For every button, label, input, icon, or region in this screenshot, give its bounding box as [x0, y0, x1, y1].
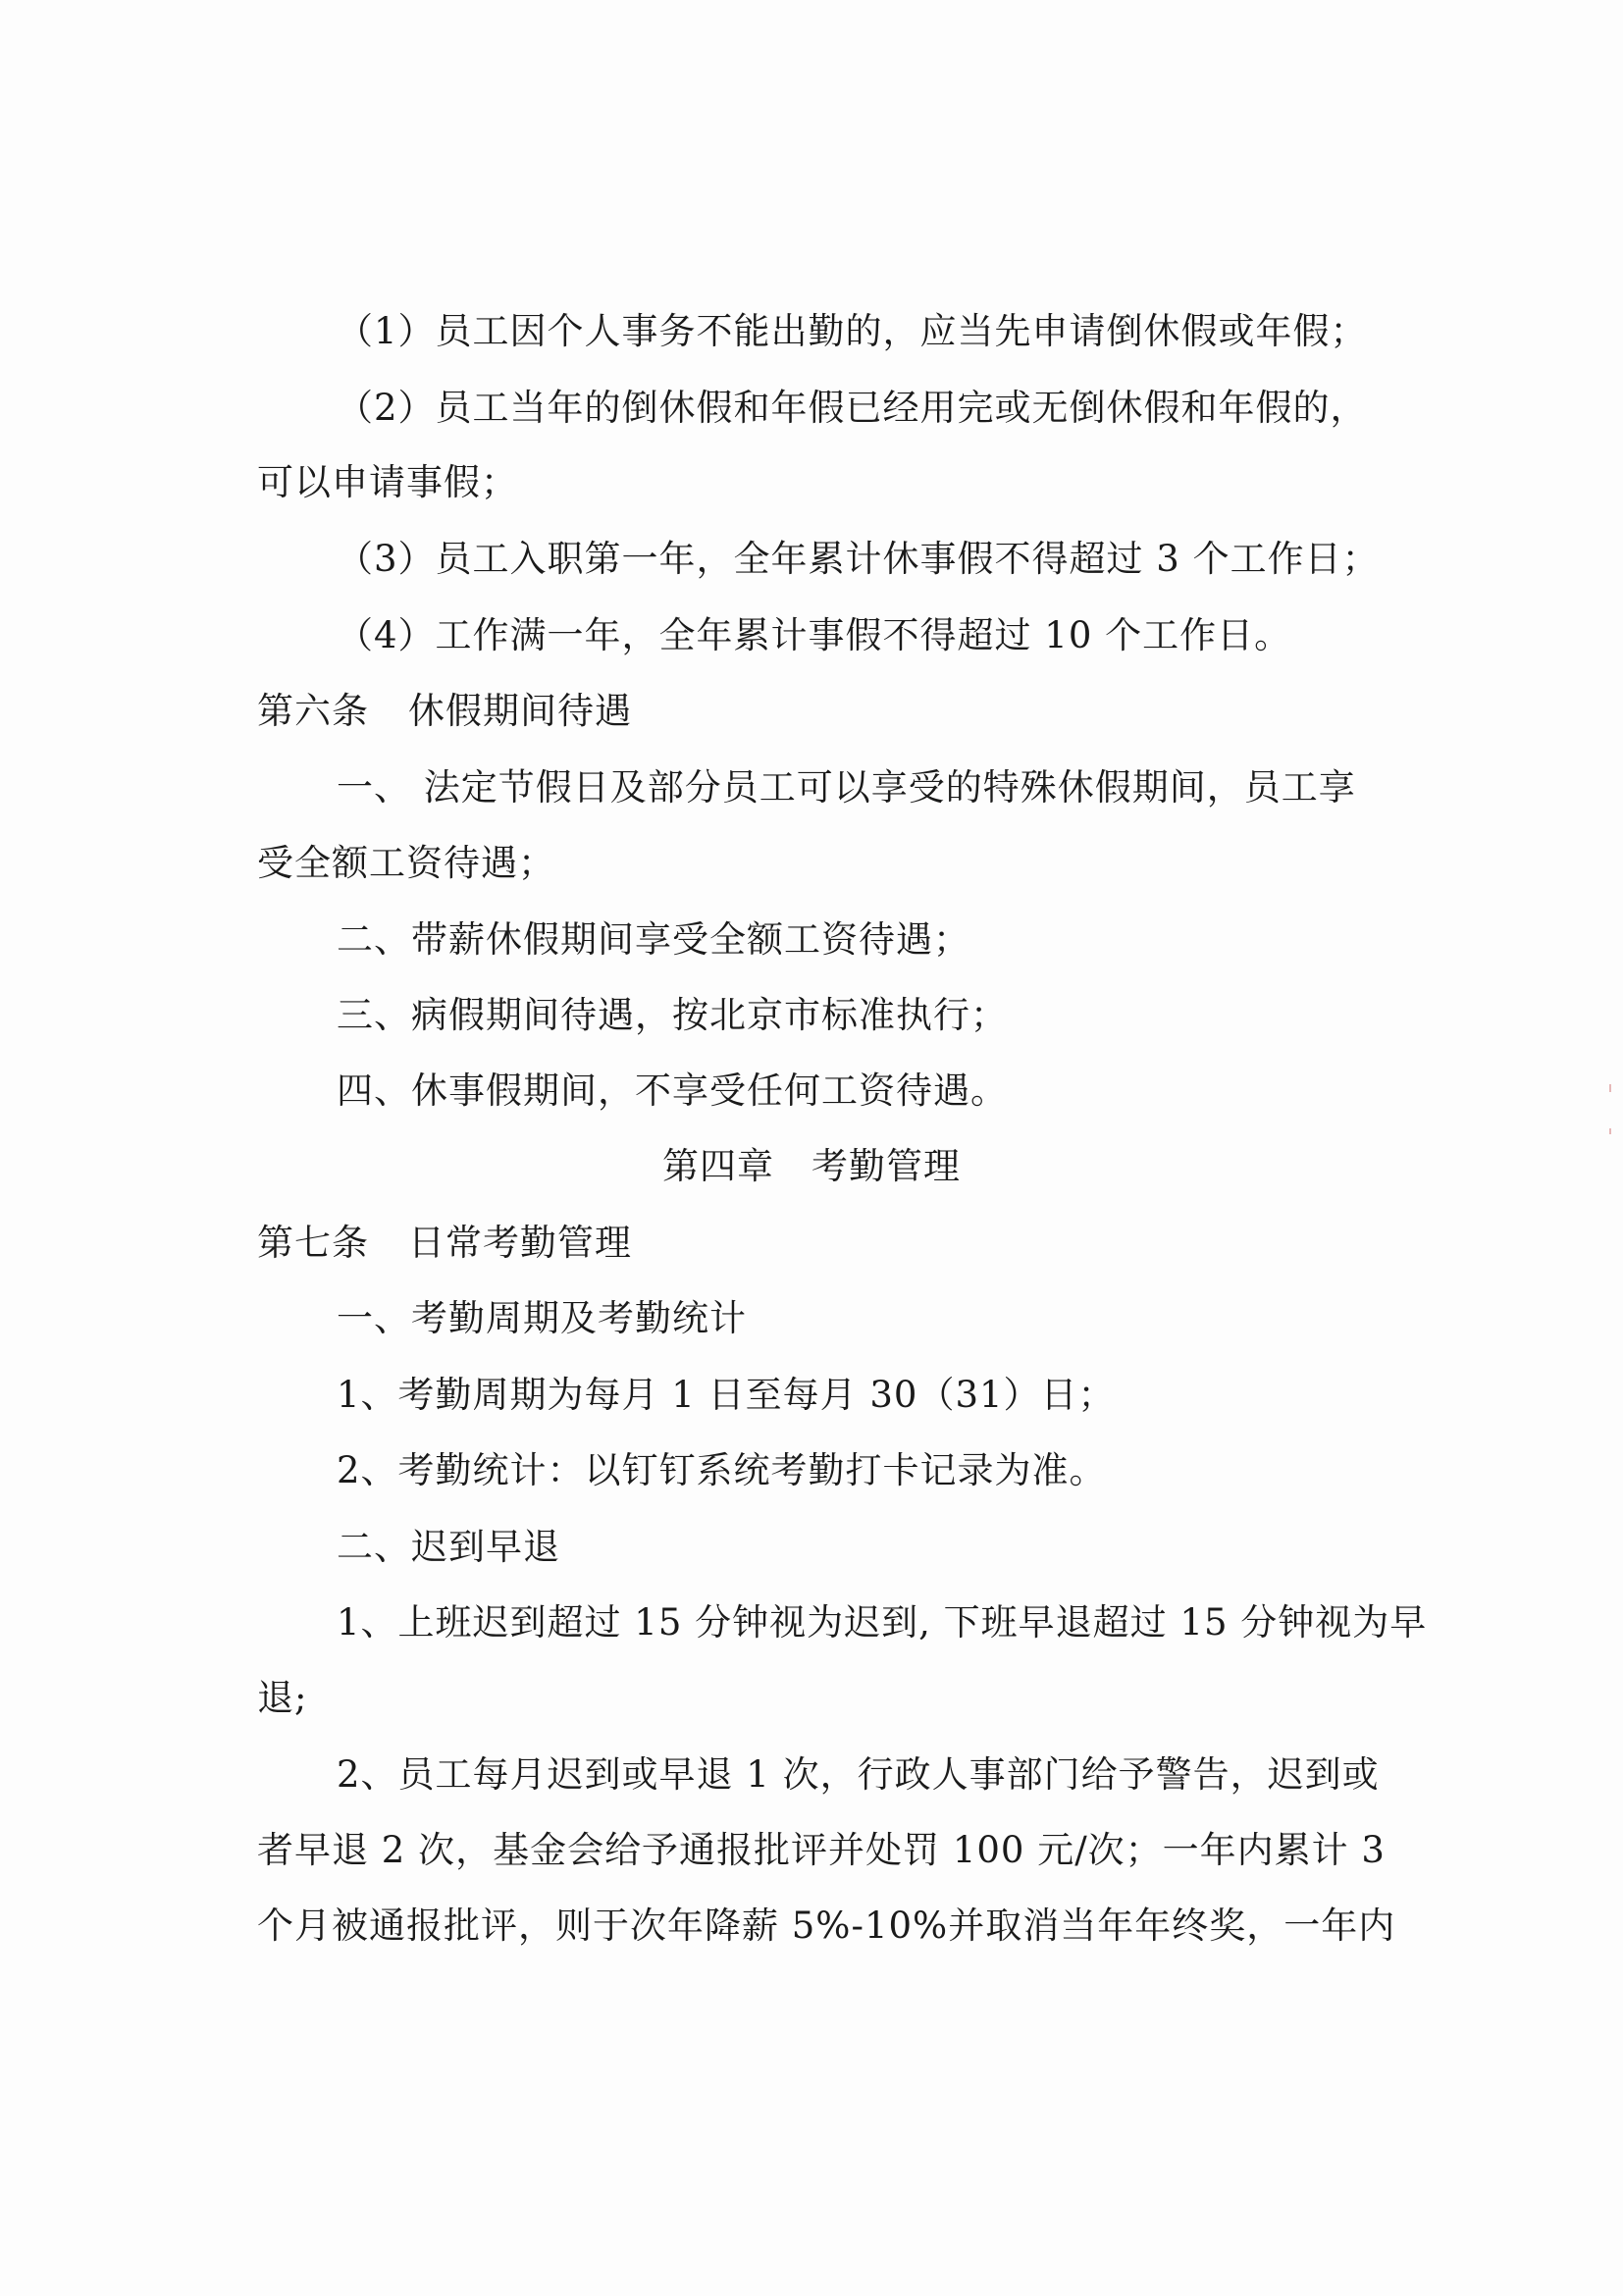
paragraph-line: 二、迟到早退: [337, 1526, 560, 1568]
paragraph-line: （2）员工当年的倒休假和年假已经用完或无倒休假和年假的，: [337, 387, 1368, 429]
paragraph-line: 三、病假期间待遇，按北京市标准执行；: [337, 994, 1008, 1036]
article-number: 第七条: [257, 1222, 369, 1264]
paragraph-line: 者早退 2 次，基金会给予通报批评并处罚 100 元/次；一年内累计 3: [257, 1829, 1386, 1871]
paragraph-line: 1、考勤周期为每月 1 日至每月 30（31）日；: [337, 1374, 1116, 1416]
paragraph-line: （3）员工入职第一年，全年累计休事假不得超过 3 个工作日；: [337, 538, 1380, 580]
paragraph-line: 四、休事假期间，不享受任何工资待遇。: [337, 1070, 1008, 1112]
article-number: 第六条: [257, 690, 369, 732]
paragraph-line: 一、考勤周期及考勤统计: [337, 1297, 747, 1339]
paragraph-line: 二、带薪休假期间享受全额工资待遇；: [337, 918, 970, 961]
article-title: 休假期间待遇: [408, 690, 632, 732]
article-title: 日常考勤管理: [408, 1222, 632, 1264]
paragraph-line: 1、上班迟到超过 15 分钟视为迟到, 下班早退超过 15 分钟视为早: [337, 1601, 1428, 1644]
scan-mark: [1609, 1128, 1611, 1134]
paragraph-line: 退;: [257, 1677, 308, 1719]
paragraph-line: （4）工作满一年，全年累计事假不得超过 10 个工作日。: [337, 614, 1292, 656]
paragraph-line: （1）员工因个人事务不能出勤的，应当先申请倒休假或年假；: [337, 310, 1368, 352]
article-heading: [257, 1222, 1395, 1265]
paragraph-line: 个月被通报批评，则于次年降薪 5%-10%并取消当年年终奖，一年内: [257, 1905, 1396, 1947]
scan-mark: [1609, 1084, 1611, 1092]
paragraph-line: 受全额工资待遇；: [257, 842, 555, 884]
chapter-heading: 第四章 考勤管理: [662, 1145, 961, 1187]
article-heading: [257, 690, 1395, 733]
paragraph-line: 2、员工每月迟到或早退 1 次，行政人事部门给予警告，迟到或: [337, 1753, 1380, 1796]
paragraph-line: 2、考勤统计：以钉钉系统考勤打卡记录为准。: [337, 1449, 1107, 1491]
paragraph-line: 一、 法定节假日及部分员工可以享受的特殊休假期间，员工享: [337, 766, 1356, 809]
paragraph-line: 可以申请事假；: [257, 461, 518, 503]
